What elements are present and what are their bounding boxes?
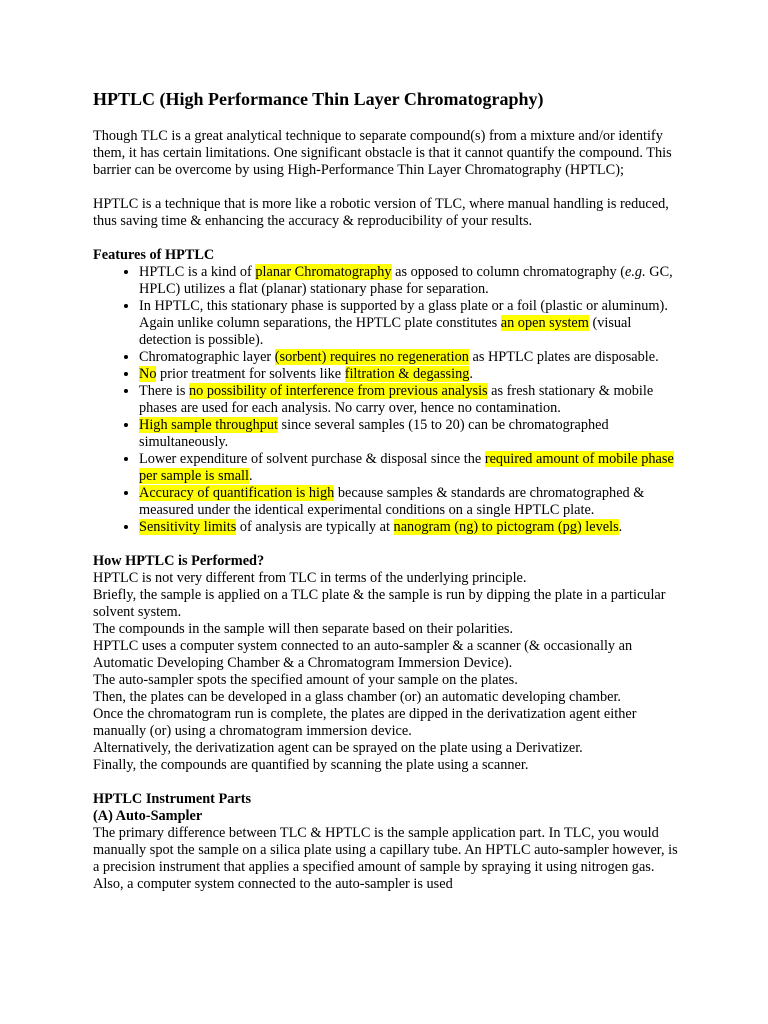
- how-line: Once the chromatogram run is complete, the plates are dipped in the derivatization agent either manually (or) using a chromatogram immersion device.: [93, 706, 637, 739]
- auto-sampler-paragraph: The primary difference between TLC & HPTLC is the sample application part. In TLC, you would manually spot the sample on a silica plate using a capillary tube. An HPTLC auto-sampler however, is a precision instrument that applies a specified amount of sample by spraying it using nitrogen gas. Also, a computer system connected to the auto-sampler is used: [93, 825, 678, 892]
- feature-item: • Sensitivity limits of analysis are typically at nanogram (ng) to pictogram (pg) levels.: [139, 519, 678, 536]
- parts-heading: HPTLC Instrument Parts: [93, 791, 252, 807]
- feature-item: • High sample throughput since several samples (15 to 20) can be chromatographed simultaneously.: [139, 417, 678, 451]
- feature-item: • Accuracy of quantification is high because samples & standards are chromatographed & measured under the identical experimental conditions on a single HPTLC plate.: [139, 485, 678, 519]
- auto-sampler-subheading: (A) Auto-Sampler: [93, 808, 203, 824]
- features-list: [93, 264, 678, 536]
- intro-paragraph-1: Though TLC is a great analytical technique to separate compound(s) from a mixture and/or identify them, it has certain limitations. One significant obstacle is that it cannot quantify the compound. This barrier can be overcome by using High-Performance Thin Layer Chromatography (HPTLC);: [93, 128, 672, 178]
- highlight: No: [139, 366, 157, 382]
- highlight: an open system: [500, 315, 589, 331]
- how-line: The auto-sampler spots the specified amount of your sample on the plates.: [93, 672, 518, 688]
- features-heading: Features of HPTLC: [93, 247, 215, 263]
- how-line: HPTLC is not very different from TLC in terms of the underlying principle.: [93, 570, 527, 586]
- highlight: no possibility of interference from previous analysis: [189, 383, 488, 399]
- how-line: Briefly, the sample is applied on a TLC plate & the sample is run by dipping the plate in a particular solvent system.: [93, 587, 666, 620]
- feature-item: • In HPTLC, this stationary phase is supported by a glass plate or a foil (plastic or aluminum). Again unlike column separations, the HPTLC plate constitutes an open system (visual detection is possible).: [139, 298, 678, 349]
- how-line: The compounds in the sample will then separate based on their polarities.: [93, 621, 514, 637]
- how-line: Alternatively, the derivatization agent can be sprayed on the plate using a Derivatizer.: [93, 740, 583, 756]
- feature-item: • HPTLC is a kind of planar Chromatography as opposed to column chromatography (e.g. GC, HPLC) utilizes a flat (planar) stationary phase for separation.: [139, 264, 678, 298]
- how-heading: How HPTLC is Performed?: [93, 553, 265, 569]
- feature-item: • Lower expenditure of solvent purchase & disposal since the required amount of mobile phase per sample is small.: [139, 451, 678, 485]
- highlight: filtration & degassing: [344, 366, 470, 382]
- highlight: nanogram (ng) to pictogram (pg) levels: [393, 519, 619, 535]
- how-line: Then, the plates can be developed in a glass chamber (or) an automatic developing chamber.: [93, 689, 621, 705]
- highlight: required amount of mobile phase per sample is small: [139, 451, 674, 484]
- how-line: HPTLC uses a computer system connected to an auto-sampler & a scanner (& occasionally an Automatic Developing Chamber & a Chromatogram Immersion Device).: [93, 638, 633, 671]
- highlight: Accuracy of quantification is high: [139, 485, 335, 501]
- highlight: High sample throughput: [139, 417, 278, 433]
- feature-item: • Chromatographic layer (sorbent) requires no regeneration as HPTLC plates are disposable.: [139, 349, 678, 366]
- feature-item: • There is no possibility of interference from previous analysis as fresh stationary & mobile phases are used for each analysis. No carry over, hence no contamination.: [139, 383, 678, 417]
- highlight: (sorbent) requires no regeneration: [274, 349, 469, 365]
- highlight: Sensitivity limits: [139, 519, 237, 535]
- how-line: Finally, the compounds are quantified by scanning the plate using a scanner.: [93, 757, 529, 773]
- highlight: planar Chromatography: [255, 264, 392, 280]
- feature-item: • No prior treatment for solvents like filtration & degassing.: [139, 366, 678, 383]
- page-title: HPTLC (High Performance Thin Layer Chromatography): [93, 89, 544, 109]
- document-body: [93, 88, 678, 893]
- intro-paragraph-2: HPTLC is a technique that is more like a robotic version of TLC, where manual handling is reduced, thus saving time & enhancing the accuracy & reproducibility of your results.: [93, 196, 669, 229]
